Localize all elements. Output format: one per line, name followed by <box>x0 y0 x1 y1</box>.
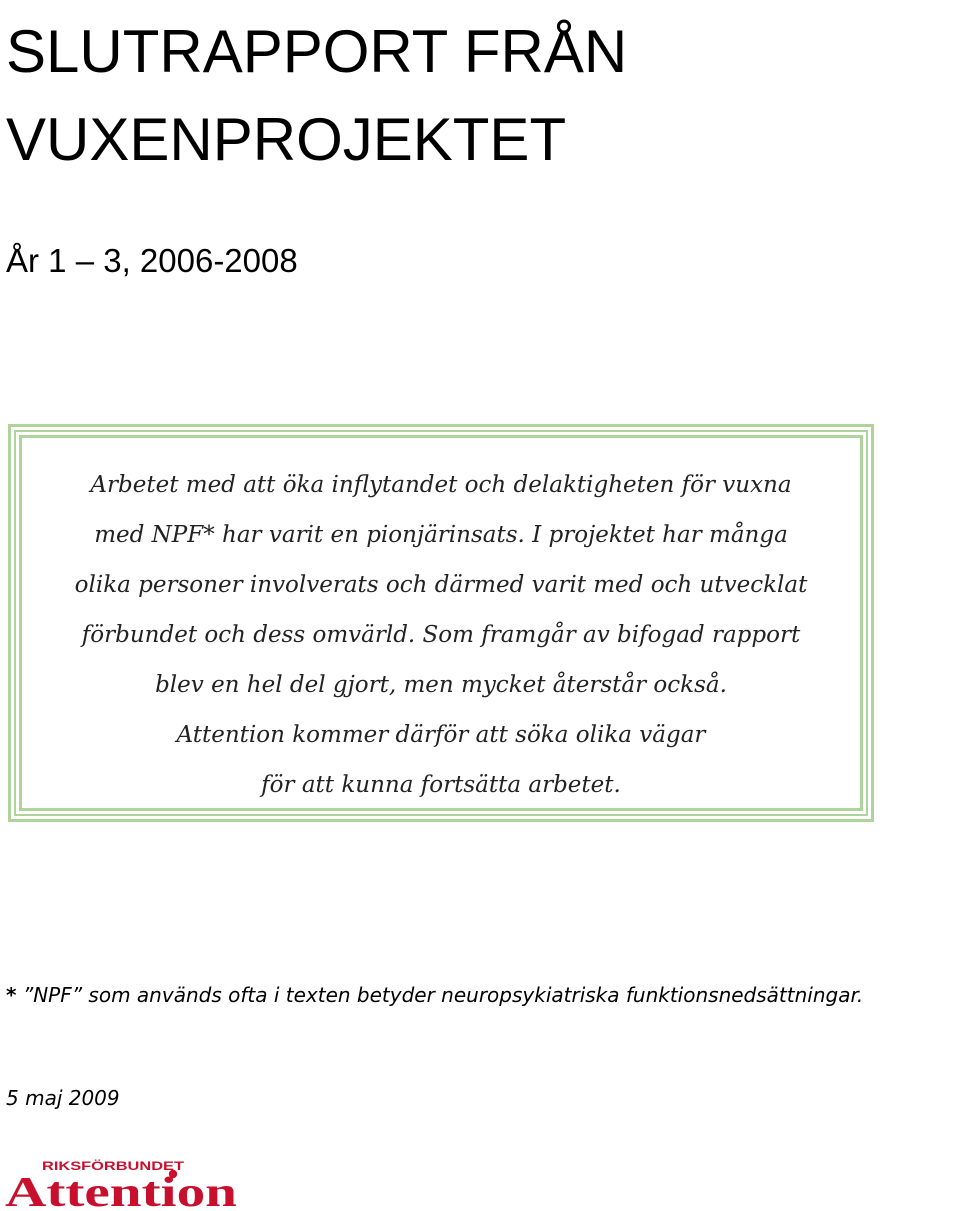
summary-text <box>22 438 860 808</box>
attention-logo <box>4 1158 240 1210</box>
summary-line: blev en hel del gjort, men mycket återstår också. <box>155 672 727 698</box>
summary-line: förbundet och dess omvärld. Som framgår av bifogad rapport <box>81 622 801 648</box>
summary-line: Arbetet med att öka inflytandet och delaktigheten för vuxna <box>90 472 792 498</box>
report-date: 5 maj 2009 <box>6 1086 120 1110</box>
document-title <box>6 8 946 184</box>
footnote-marker: * <box>6 983 17 1007</box>
summary-line: Attention kommer därför att söka olika vägar <box>176 722 706 748</box>
logo-big-text: Attention <box>5 1170 237 1210</box>
footnote-text: ”NPF” som används ofta i texten betyder neuropsykiatriska funktionsnedsättningar. <box>16 983 864 1007</box>
project-years: År 1 – 3, 2006-2008 <box>6 242 298 279</box>
logo-small-text: RIKSFÖRBUNDET <box>42 1161 142 1173</box>
summary-line: för att kunna fortsätta arbetet. <box>261 772 621 798</box>
title-line-1: SLUTRAPPORT FRÅN <box>6 18 628 85</box>
summary-line: olika personer involverats och därmed varit med och utvecklat <box>74 572 808 598</box>
summary-box <box>8 424 874 822</box>
title-line-2: VUXENPROJEKTET <box>6 106 567 173</box>
footnote <box>6 980 960 1010</box>
summary-line: med NPF* har varit en pionjärinsats. I projektet har många <box>94 522 788 548</box>
